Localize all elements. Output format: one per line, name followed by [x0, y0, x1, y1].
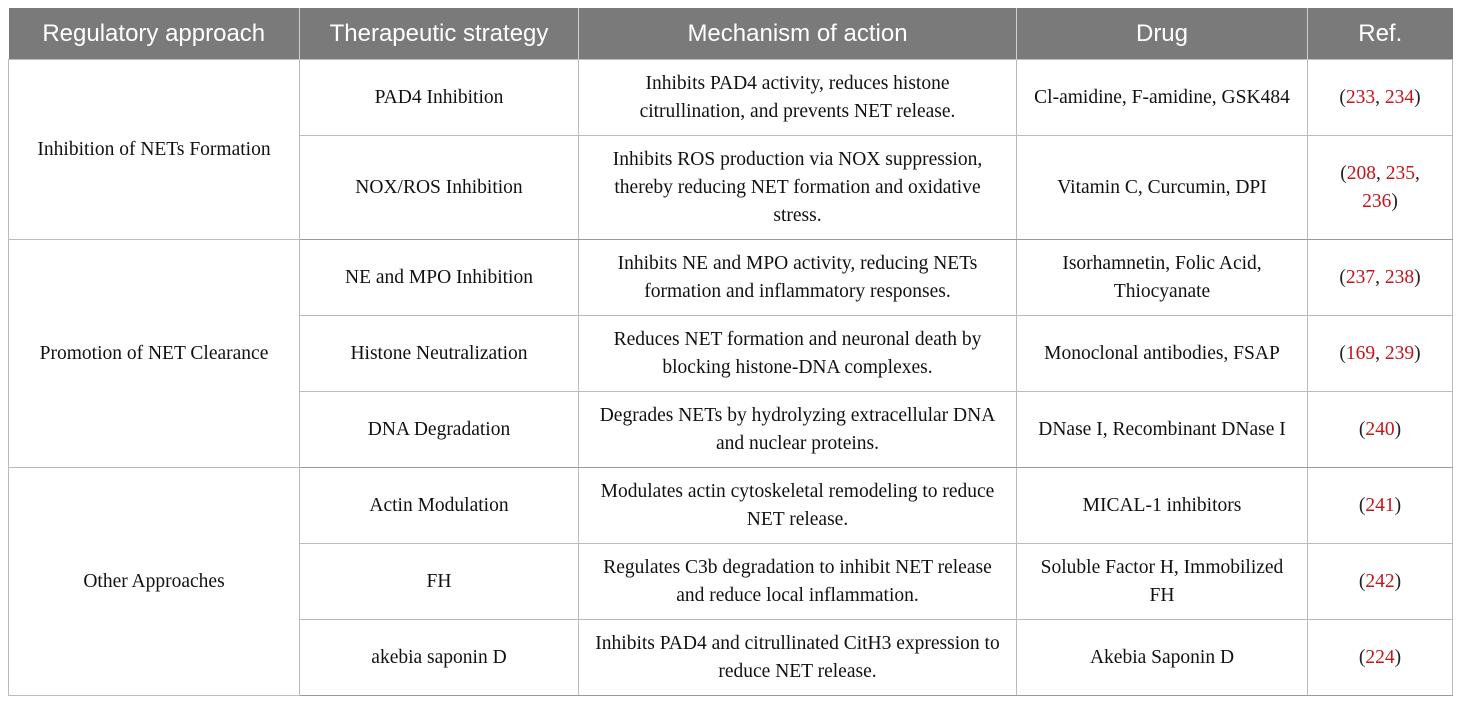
mechanism-cell: Inhibits ROS production via NOX suppression, thereby reducing NET formation and oxidative stress.: [579, 136, 1017, 240]
ref-cell: (169, 239): [1308, 316, 1453, 392]
mechanism-cell: Reduces NET formation and neuronal death by blocking histone-DNA complexes.: [579, 316, 1017, 392]
strategy-cell: PAD4 Inhibition: [300, 60, 579, 136]
header-row: [9, 8, 1453, 60]
ref-link[interactable]: 235: [1385, 162, 1415, 184]
header-mechanism-of-action: Mechanism of action: [579, 8, 1017, 60]
drug-cell: Isorhamnetin, Folic Acid, Thiocyanate: [1017, 240, 1308, 316]
ref-cell: (242): [1308, 544, 1453, 620]
strategy-cell: DNA Degradation: [300, 392, 579, 468]
ref-link[interactable]: 224: [1365, 646, 1395, 668]
ref-cell: (224): [1308, 620, 1453, 696]
table-header: [9, 8, 1453, 60]
ref-cell: (237, 238): [1308, 240, 1453, 316]
mechanism-cell: Modulates actin cytoskeletal remodeling to reduce NET release.: [579, 468, 1017, 544]
net-therapy-table: [8, 8, 1453, 696]
ref-link[interactable]: 169: [1345, 342, 1376, 364]
table-row: [9, 240, 1453, 316]
header-drug: Drug: [1017, 8, 1308, 60]
table-row: [9, 468, 1453, 544]
mechanism-cell: Degrades NETs by hydrolyzing extracellular DNA and nuclear proteins.: [579, 392, 1017, 468]
drug-cell: Soluble Factor H, Immobilized FH: [1017, 544, 1308, 620]
mechanism-cell: Inhibits PAD4 activity, reduces histone citrullination, and prevents NET release.: [579, 60, 1017, 136]
ref-link[interactable]: 208: [1346, 162, 1376, 184]
drug-cell: Monoclonal antibodies, FSAP: [1017, 316, 1308, 392]
drug-cell: Vitamin C, Curcumin, DPI: [1017, 136, 1308, 240]
strategy-cell: FH: [300, 544, 579, 620]
ref-cell: (208, 235, 236): [1308, 136, 1453, 240]
strategy-cell: NE and MPO Inhibition: [300, 240, 579, 316]
ref-cell: (240): [1308, 392, 1453, 468]
ref-link[interactable]: 239: [1384, 342, 1415, 364]
strategy-cell: akebia saponin D: [300, 620, 579, 696]
header-ref: Ref.: [1308, 8, 1453, 60]
header-therapeutic-strategy: Therapeutic strategy: [300, 8, 579, 60]
regulatory-approach-cell: Promotion of NET Clearance: [9, 240, 300, 468]
ref-link[interactable]: 236: [1362, 190, 1392, 212]
mechanism-cell: Inhibits PAD4 and citrullinated CitH3 expression to reduce NET release.: [579, 620, 1017, 696]
mechanism-cell: Inhibits NE and MPO activity, reducing NETs formation and inflammatory responses.: [579, 240, 1017, 316]
ref-link[interactable]: 240: [1365, 418, 1395, 440]
ref-cell: (233, 234): [1308, 60, 1453, 136]
ref-link[interactable]: 241: [1365, 494, 1395, 516]
header-regulatory-approach: Regulatory approach: [9, 8, 300, 60]
table-body: [9, 60, 1453, 696]
drug-cell: DNase I, Recombinant DNase I: [1017, 392, 1308, 468]
drug-cell: MICAL-1 inhibitors: [1017, 468, 1308, 544]
mechanism-cell: Regulates C3b degradation to inhibit NET release and reduce local inflammation.: [579, 544, 1017, 620]
ref-link[interactable]: 234: [1384, 86, 1415, 108]
regulatory-approach-cell: Other Approaches: [9, 468, 300, 696]
strategy-cell: Histone Neutralization: [300, 316, 579, 392]
table-container: [8, 8, 1452, 696]
ref-link[interactable]: 242: [1365, 570, 1395, 592]
strategy-cell: Actin Modulation: [300, 468, 579, 544]
table-row: [9, 60, 1453, 136]
ref-link[interactable]: 233: [1345, 86, 1376, 108]
drug-cell: Akebia Saponin D: [1017, 620, 1308, 696]
ref-link[interactable]: 237: [1345, 266, 1376, 288]
regulatory-approach-cell: Inhibition of NETs Formation: [9, 60, 300, 240]
ref-link[interactable]: 238: [1384, 266, 1415, 288]
ref-cell: (241): [1308, 468, 1453, 544]
drug-cell: Cl-amidine, F-amidine, GSK484: [1017, 60, 1308, 136]
strategy-cell: NOX/ROS Inhibition: [300, 136, 579, 240]
